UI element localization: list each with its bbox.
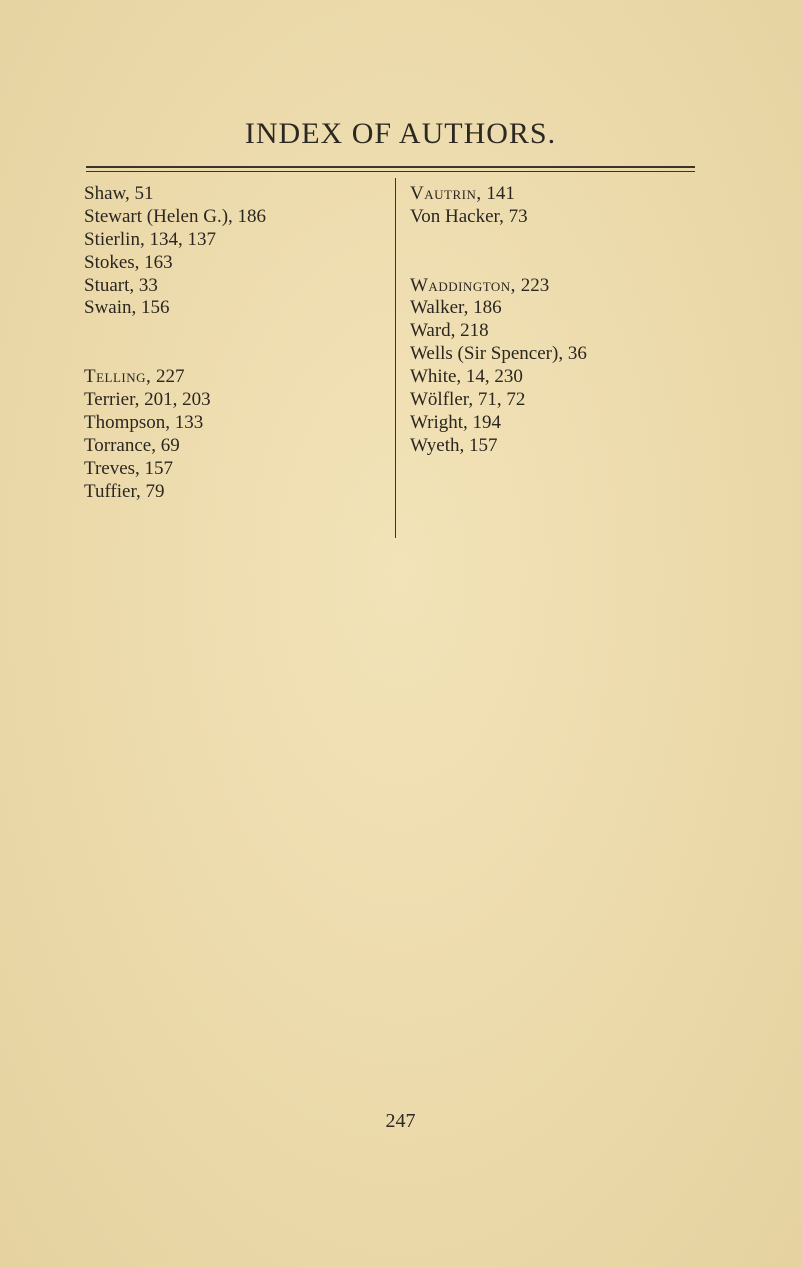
section-first-entry: Telling, 227 [84,366,185,388]
page-number: 247 [385,1110,416,1132]
index-entry: Treves, 157 [84,457,174,479]
section-gap [84,320,266,343]
left-column [84,183,266,503]
index-entry: Torrance, 69 [84,434,180,456]
section-first-entry: Waddington, 223 [410,274,550,296]
section-gap [410,252,587,275]
section-gap [410,229,587,252]
section-gap [84,343,266,366]
index-entry: Von Hacker, 73 [410,205,528,227]
index-entry: Ward, 218 [410,320,489,342]
index-entry: Stewart (Helen G.), 186 [84,205,267,227]
section-first-entry: Vautrin, 141 [410,183,515,204]
title-rule-thick [86,166,695,168]
index-entry: Wells (Sir Spencer), 36 [410,343,587,365]
index-entry: Swain, 156 [84,297,170,319]
index-entry: White, 14, 230 [410,366,523,388]
index-entry: Terrier, 201, 203 [84,389,211,411]
index-entry: Stokes, 163 [84,251,173,273]
index-entry: Stierlin, 134, 137 [84,228,216,250]
index-entry: Wölfler, 71, 72 [410,389,526,411]
index-entry: Tuffier, 79 [84,480,165,502]
index-entry: Shaw, 51 [84,183,154,204]
title-rule-thin [86,171,695,172]
index-entry: Walker, 186 [410,297,502,319]
index-entry: Wyeth, 157 [410,434,498,456]
page-title: INDEX OF AUTHORS. [244,117,557,150]
right-column [410,183,587,458]
index-entry: Wright, 194 [410,411,502,433]
index-entry: Stuart, 33 [84,274,158,296]
column-divider [395,178,396,538]
index-entry: Thompson, 133 [84,411,204,433]
